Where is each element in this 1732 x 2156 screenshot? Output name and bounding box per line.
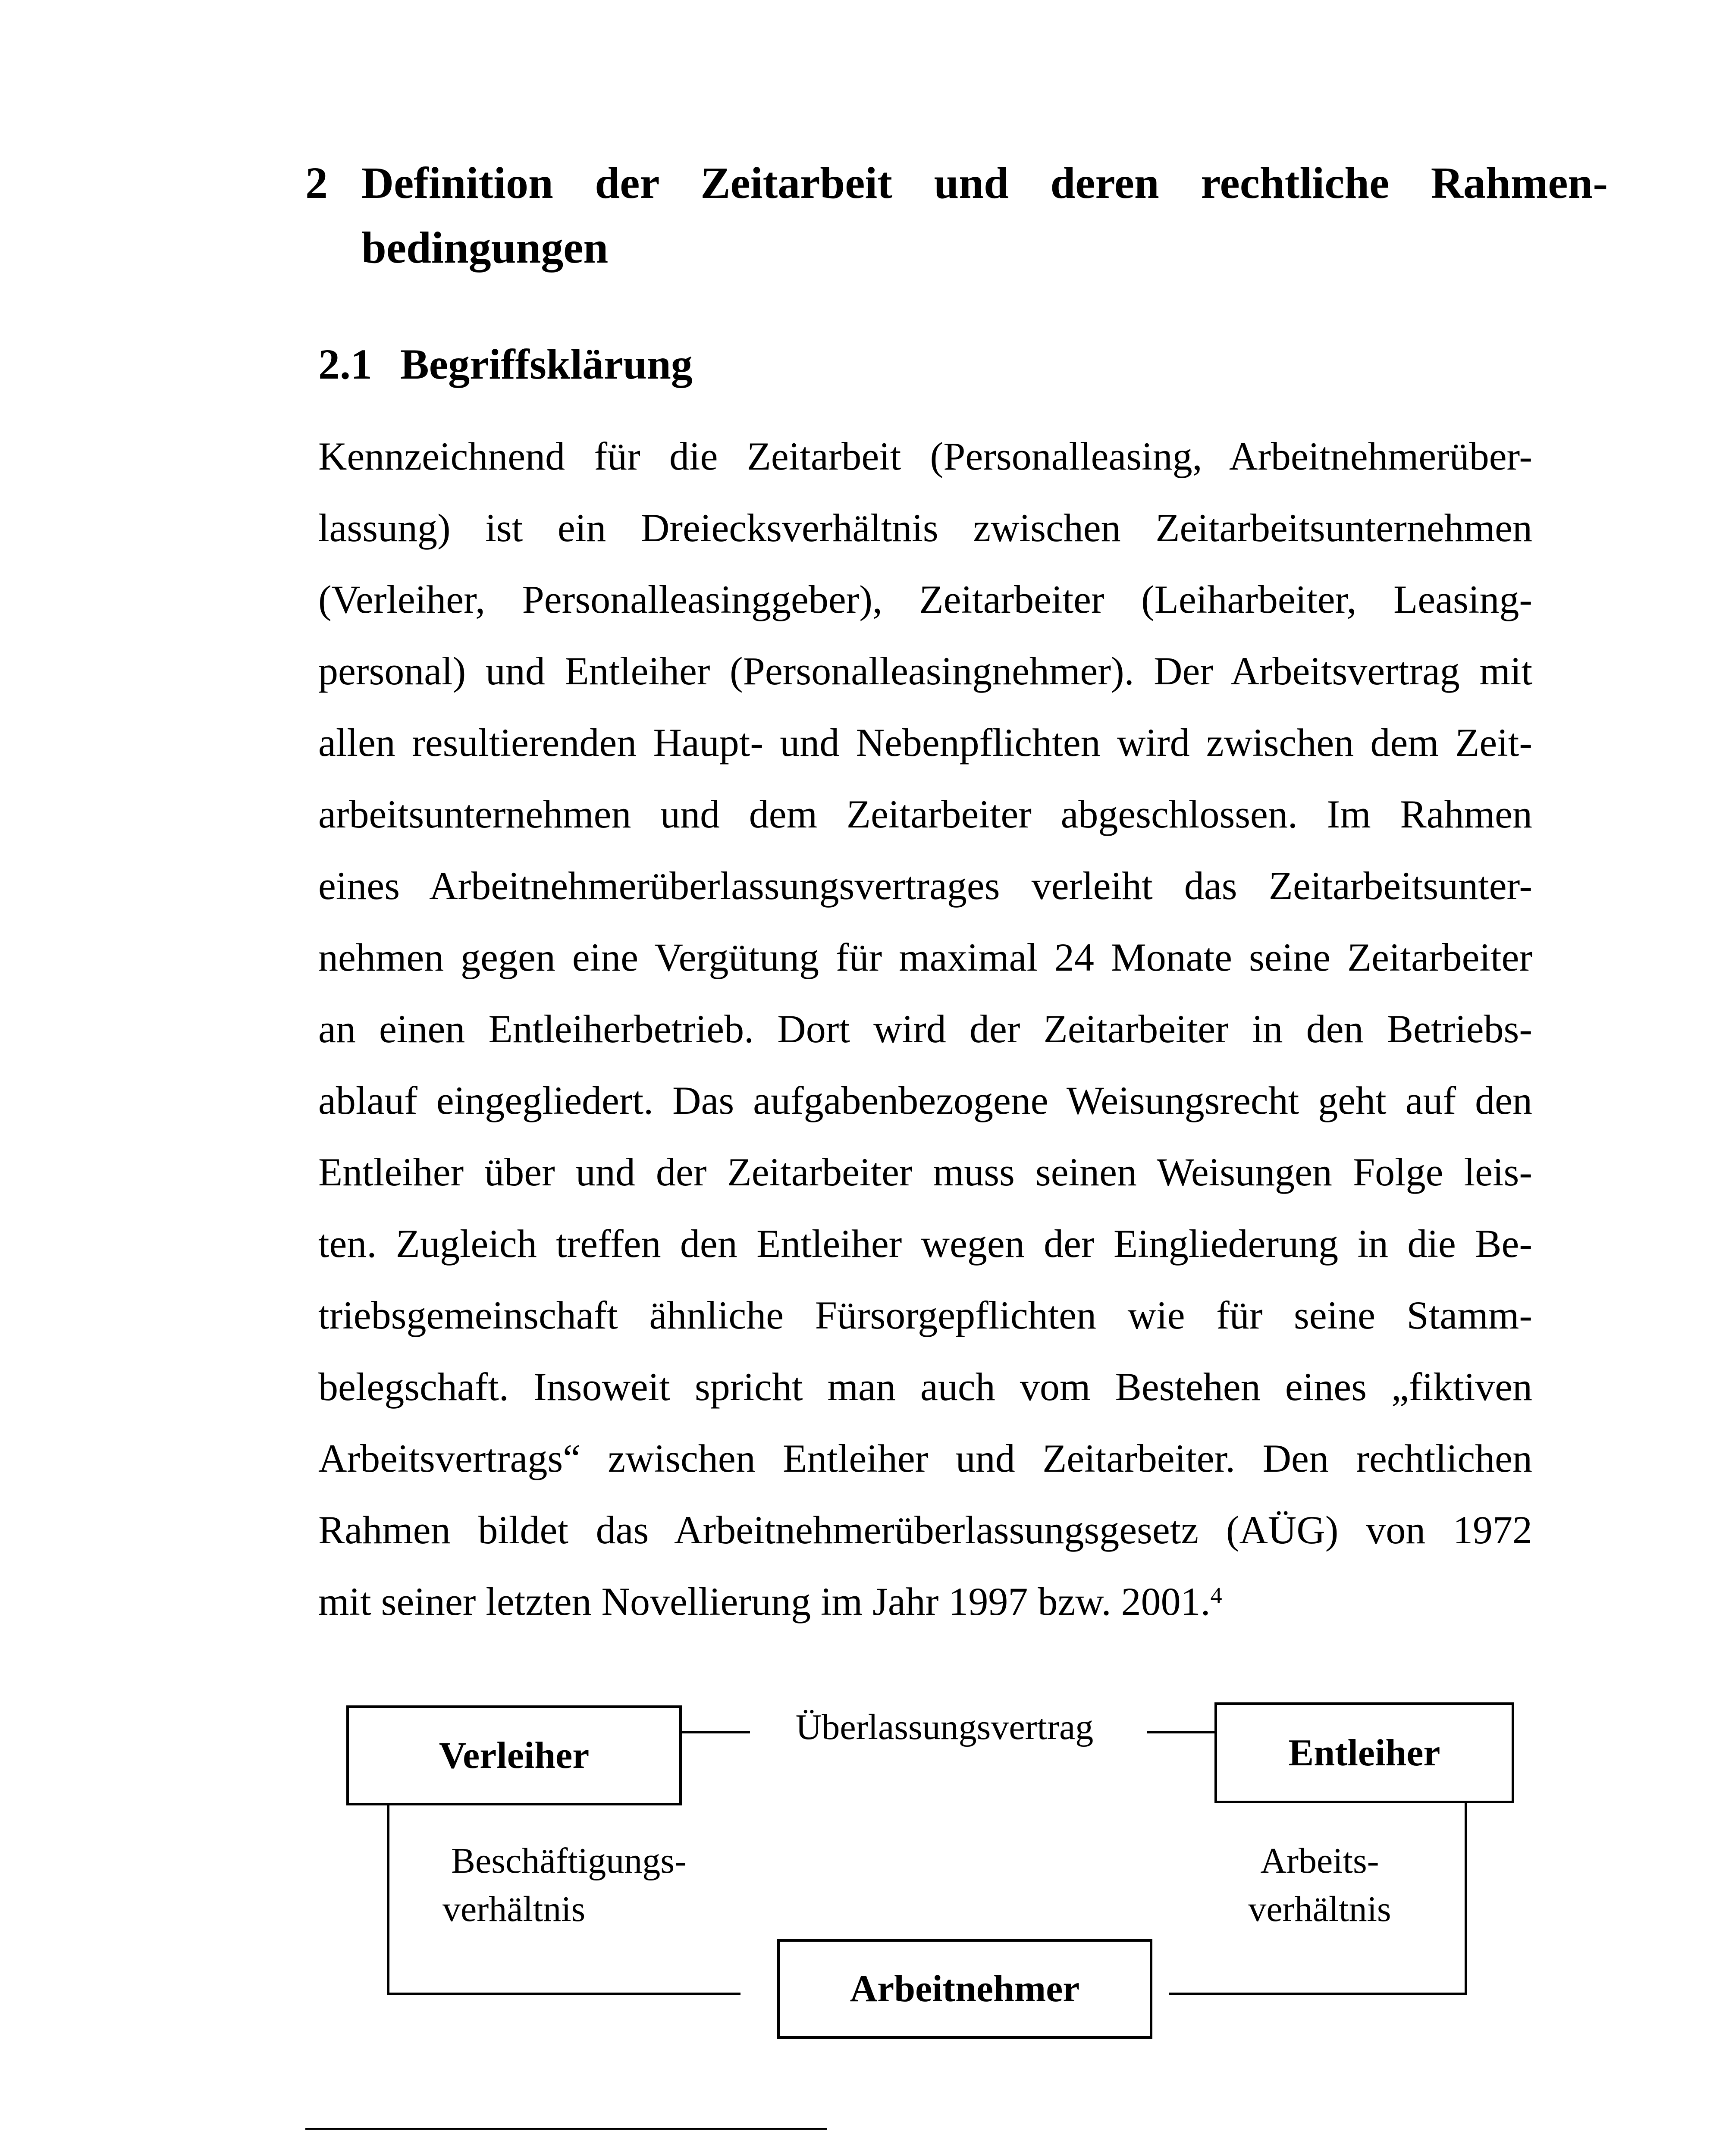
chapter-title-line: bedingungen	[361, 223, 609, 273]
body-line: ablauf eingegliedert. Das aufgabenbezogene Weisungsrecht geht auf den	[318, 1078, 1532, 1122]
body-line: Kennzeichnend für die Zeitarbeit (Personalleasing, Arbeitnehmerüber-	[318, 434, 1532, 478]
chapter-title-line: Definition der Zeitarbeit und deren rechtliche Rahmen-	[361, 158, 1608, 208]
section-number: 2.1	[318, 340, 372, 388]
body-line: allen resultierenden Haupt- und Nebenpflichten wird zwischen dem Zeit-	[318, 721, 1532, 765]
body-line: Arbeitsvertrags“ zwischen Entleiher und Zeitarbeiter. Den rechtlichen	[318, 1436, 1532, 1480]
ueberlassungsvertrag-label	[729, 1703, 1160, 1752]
beschaeftigungsverhaeltnis-label	[442, 1837, 687, 1934]
body-line: Entleiher über und der Zeitarbeiter muss seinen Weisungen Folge leis-	[318, 1150, 1532, 1194]
entleiher-box	[1214, 1702, 1514, 1803]
body-line: nehmen gegen eine Vergütung für maximal 24 Monate seine Zeitarbeiter	[318, 935, 1532, 979]
connector-line-entleiher-bottom	[1169, 1993, 1467, 1995]
connector-line-entleiher-down	[1465, 1803, 1467, 1995]
beschaeftigungsverhaeltnis-line: verhältnis	[442, 1889, 586, 1929]
arbeitsverhaeltnis-line: Arbeits-	[1260, 1841, 1379, 1881]
body-line: belegschaft. Insoweit spricht man auch vom Bestehen eines „fiktiven	[318, 1365, 1532, 1409]
section-title: Begriffsklärung	[400, 340, 693, 388]
body-line: arbeitsunternehmen und dem Zeitarbeiter abgeschlossen. Im Rahmen	[318, 792, 1532, 836]
body-line: eines Arbeitnehmerüberlassungsvertrages verleiht das Zeitarbeitsunter-	[318, 864, 1532, 908]
footnote-separator	[305, 2128, 827, 2130]
body-line: lassung) ist ein Dreiecksverhältnis zwischen Zeitarbeitsunternehmen	[318, 506, 1532, 550]
body-line: personal) und Entleiher (Personalleasingnehmer). Der Arbeitsvertrag mit	[318, 649, 1532, 693]
arbeitnehmer-box	[777, 1939, 1152, 2039]
arbeitnehmer-label: Arbeitnehmer	[850, 1968, 1080, 2010]
body-line: Rahmen bildet das Arbeitnehmerüberlassungsgesetz (AÜG) von 1972	[318, 1508, 1532, 1552]
arbeitsverhaeltnis-label	[1233, 1837, 1406, 1934]
connector-line-verleiher-bottom	[387, 1993, 740, 1995]
ueberlassungsvertrag-text: Überlassungsvertrag	[795, 1707, 1094, 1747]
entleiher-label: Entleiher	[1288, 1732, 1440, 1774]
verleiher-box	[346, 1705, 682, 1805]
beschaeftigungsverhaeltnis-line: Beschäftigungs-	[451, 1841, 687, 1881]
footnote-reference: 4	[1210, 1583, 1222, 1608]
connector-line-verleiher-down	[387, 1805, 389, 1995]
body-line-text: mit seiner letzten Novellierung im Jahr 1997 bzw. 2001.	[318, 1579, 1211, 1623]
body-line: an einen Entleiherbetrieb. Dort wird der Zeitarbeiter in den Betriebs-	[318, 1007, 1532, 1051]
body-line: (Verleiher, Personalleasinggeber), Zeitarbeiter (Leiharbeiter, Leasing-	[318, 577, 1532, 621]
body-line: ten. Zugleich treffen den Entleiher wegen der Eingliederung in die Be-	[318, 1222, 1532, 1266]
arbeitsverhaeltnis-line: verhältnis	[1248, 1889, 1391, 1929]
verleiher-label: Verleiher	[439, 1734, 590, 1777]
body-line: triebsgemeinschaft ähnliche Fürsorgepflichten wie für seine Stamm-	[318, 1293, 1532, 1337]
chapter-number: 2	[305, 158, 328, 208]
